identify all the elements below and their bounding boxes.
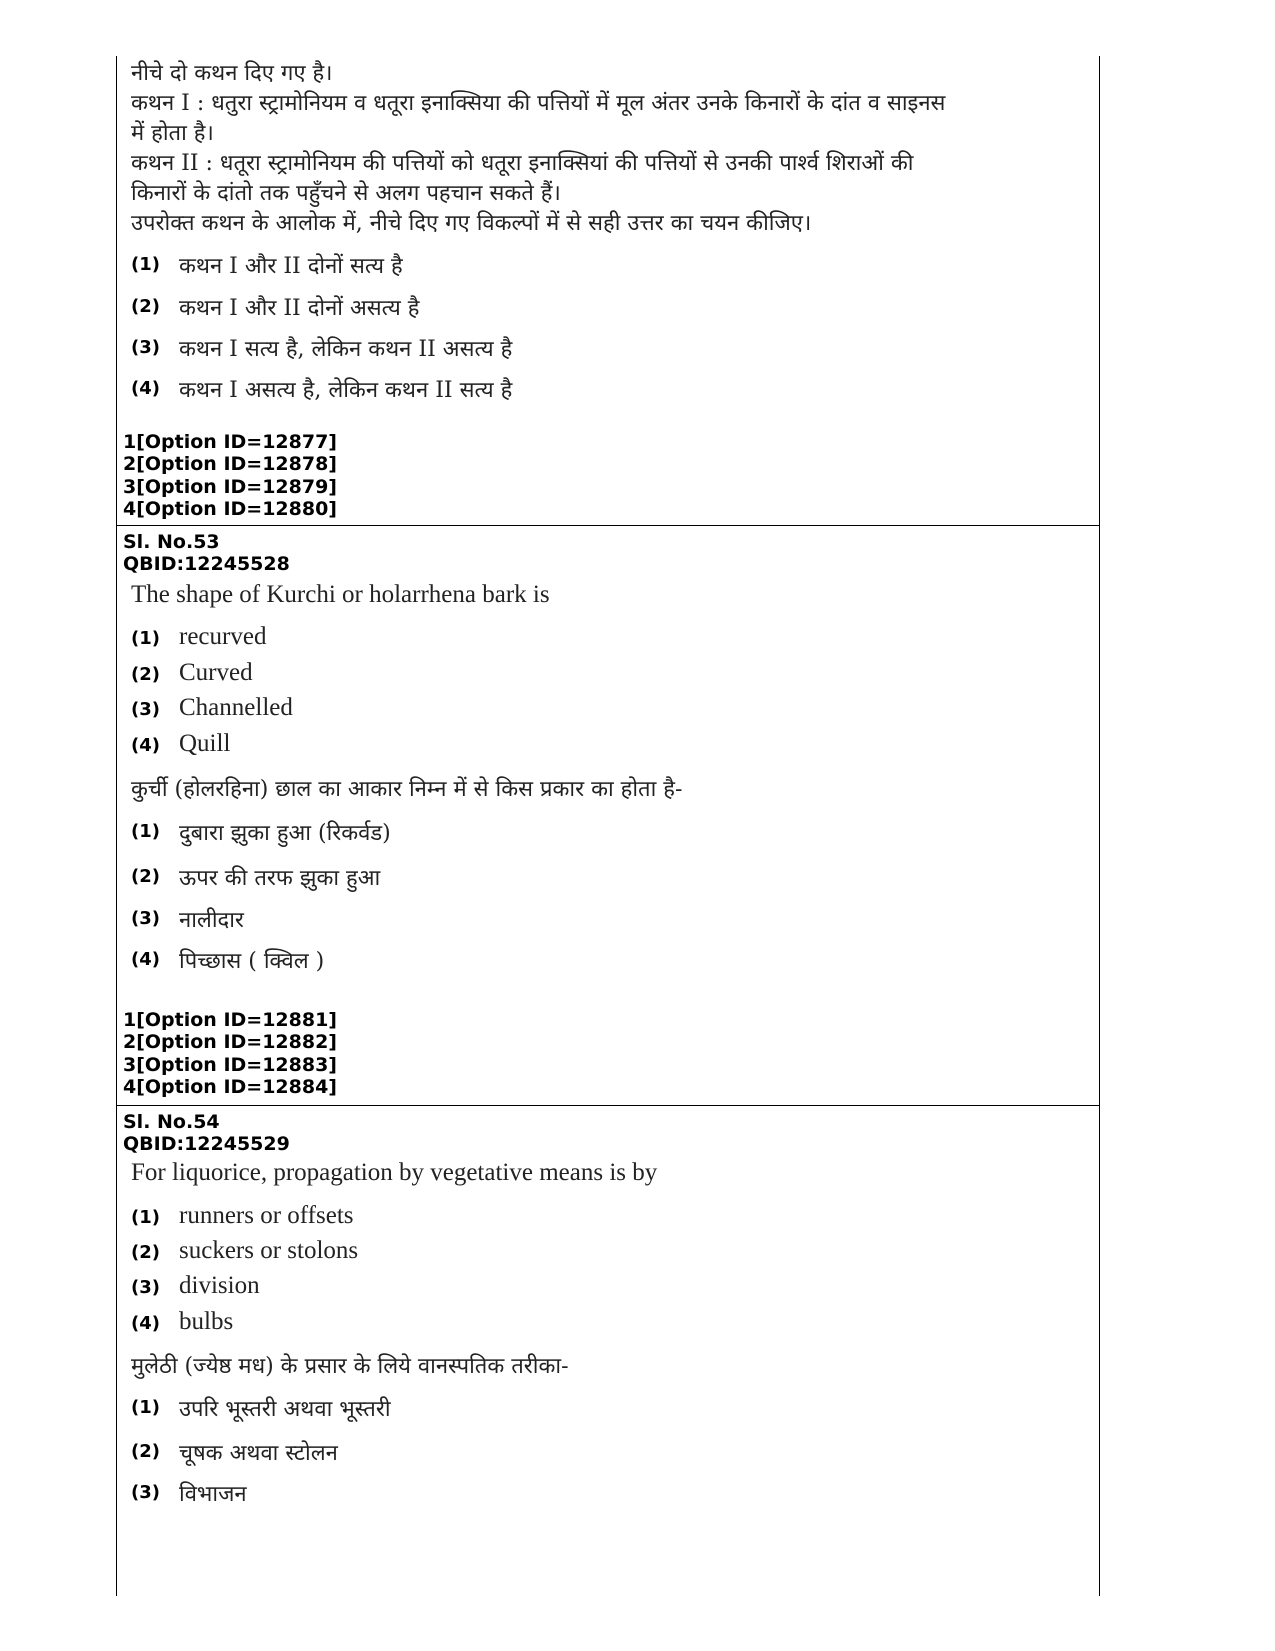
option-number: (3) — [131, 1277, 160, 1298]
option-text: Channelled — [179, 694, 293, 721]
question-paper-page — [116, 56, 1100, 1596]
option-text: कथन I सत्य है, लेकिन कथन II असत्य है — [179, 337, 513, 362]
q54-option-en-4 — [117, 1308, 1099, 1340]
option-number: (4) — [131, 735, 160, 756]
qbid: QBID:12245529 — [123, 1133, 290, 1155]
q52-option-1 — [117, 250, 1099, 282]
option-id: 4[Option ID=12880] — [123, 498, 337, 520]
q53-option-en-1 — [117, 623, 1099, 655]
question-stem-hindi: कुर्ची (होलरहिना) छाल का आकार निम्न में से किस प्रकार का होता है- — [131, 777, 683, 802]
q52-instruction: उपरोक्त कथन के आलोक में, नीचे दिए गए विकल्पों में से सही उत्तर का चयन कीजिए। — [131, 211, 812, 236]
question-divider — [117, 525, 1099, 526]
option-id: 3[Option ID=12883] — [123, 1054, 337, 1076]
q53-option-hi-1 — [117, 817, 1099, 849]
q54-option-hi-1 — [117, 1393, 1099, 1425]
q52-statement-2-line-1: कथन II : धतूरा स्ट्रामोनियम की पत्तियों को धतूरा इनाक्सियां की पत्तियों से उनकी पार्श्व शिराओं की — [131, 151, 914, 176]
option-number: (4) — [131, 949, 160, 970]
option-text: विभाजन — [179, 1482, 247, 1507]
option-number: (1) — [131, 821, 160, 842]
option-text: Curved — [179, 659, 253, 686]
option-id: 2[Option ID=12882] — [123, 1031, 337, 1053]
option-text: कथन I असत्य है, लेकिन कथन II सत्य है — [179, 378, 513, 403]
option-number: (2) — [131, 866, 160, 887]
q53-option-hi-4 — [117, 945, 1099, 977]
option-number: (3) — [131, 337, 160, 358]
q52-statement-1-line-2: में होता है। — [131, 121, 214, 146]
option-text: bulbs — [179, 1308, 234, 1335]
option-text: suckers or stolons — [179, 1237, 359, 1264]
q53-option-en-4 — [117, 730, 1099, 762]
q54-option-en-3 — [117, 1272, 1099, 1304]
option-number: (4) — [131, 1313, 160, 1334]
q54-option-en-2 — [117, 1237, 1099, 1269]
question-stem-english: For liquorice, propagation by vegetative means is by — [131, 1159, 658, 1186]
option-text: चूषक अथवा स्टोलन — [179, 1441, 338, 1466]
question-52-block — [117, 56, 1099, 526]
q52-option-4 — [117, 374, 1099, 406]
q54-option-hi-3 — [117, 1478, 1099, 1510]
question-divider — [117, 1105, 1099, 1106]
option-text: कथन I और II दोनों सत्य है — [179, 254, 403, 279]
option-number: (1) — [131, 254, 160, 275]
option-number: (1) — [131, 628, 160, 649]
option-text: ऊपर की तरफ झुका हुआ — [179, 866, 381, 891]
q52-intro: नीचे दो कथन दिए गए है। — [131, 61, 333, 86]
option-number: (3) — [131, 699, 160, 720]
q54-option-en-1 — [117, 1202, 1099, 1234]
option-text: Quill — [179, 730, 231, 757]
question-stem-english: The shape of Kurchi or holarrhena bark is — [131, 581, 550, 608]
option-number: (1) — [131, 1207, 160, 1228]
question-stem-hindi: मुलेठी (ज्येष्ठ मध) के प्रसार के लिये वानस्पतिक तरीका- — [131, 1354, 569, 1379]
option-text: पिच्छास ( क्विल ) — [179, 949, 325, 974]
option-number: (1) — [131, 1397, 160, 1418]
option-text: दुबारा झुका हुआ (रिकर्वड) — [179, 821, 391, 846]
q52-option-3 — [117, 333, 1099, 365]
option-number: (3) — [131, 908, 160, 929]
serial-number: Sl. No.54 — [123, 1111, 220, 1133]
option-id: 1[Option ID=12881] — [123, 1009, 337, 1031]
qbid: QBID:12245528 — [123, 553, 290, 575]
option-id: 3[Option ID=12879] — [123, 476, 337, 498]
option-text: उपरि भूस्तरी अथवा भूस्तरी — [179, 1397, 391, 1422]
option-number: (4) — [131, 378, 160, 399]
option-id: 1[Option ID=12877] — [123, 431, 337, 453]
q54-option-hi-2 — [117, 1437, 1099, 1469]
question-53-block — [117, 527, 1099, 1104]
q52-statement-1-line-1: कथन I : धतुरा स्ट्रामोनियम व धतूरा इनाक्सिया की पत्तियों में मूल अंतर उनके किनारों के दांत व साइनस — [131, 91, 946, 116]
q52-statement-2-line-2: किनारों के दांतो तक पहुँचने से अलग पहचान सकते हैं। — [131, 181, 561, 206]
question-54-block — [117, 1107, 1099, 1596]
q53-option-en-3 — [117, 694, 1099, 726]
option-number: (3) — [131, 1482, 160, 1503]
option-text: division — [179, 1272, 260, 1299]
q53-option-hi-3 — [117, 904, 1099, 936]
option-text: runners or offsets — [179, 1202, 354, 1229]
option-text: recurved — [179, 623, 267, 650]
option-id: 2[Option ID=12878] — [123, 453, 337, 475]
option-number: (2) — [131, 1441, 160, 1462]
q52-option-2 — [117, 292, 1099, 324]
option-text: नालीदार — [179, 908, 244, 933]
option-number: (2) — [131, 296, 160, 317]
option-id: 4[Option ID=12884] — [123, 1076, 337, 1098]
serial-number: Sl. No.53 — [123, 531, 220, 553]
q53-option-en-2 — [117, 659, 1099, 691]
option-number: (2) — [131, 1242, 160, 1263]
q53-option-hi-2 — [117, 862, 1099, 894]
option-text: कथन I और II दोनों असत्य है — [179, 296, 420, 321]
option-number: (2) — [131, 664, 160, 685]
